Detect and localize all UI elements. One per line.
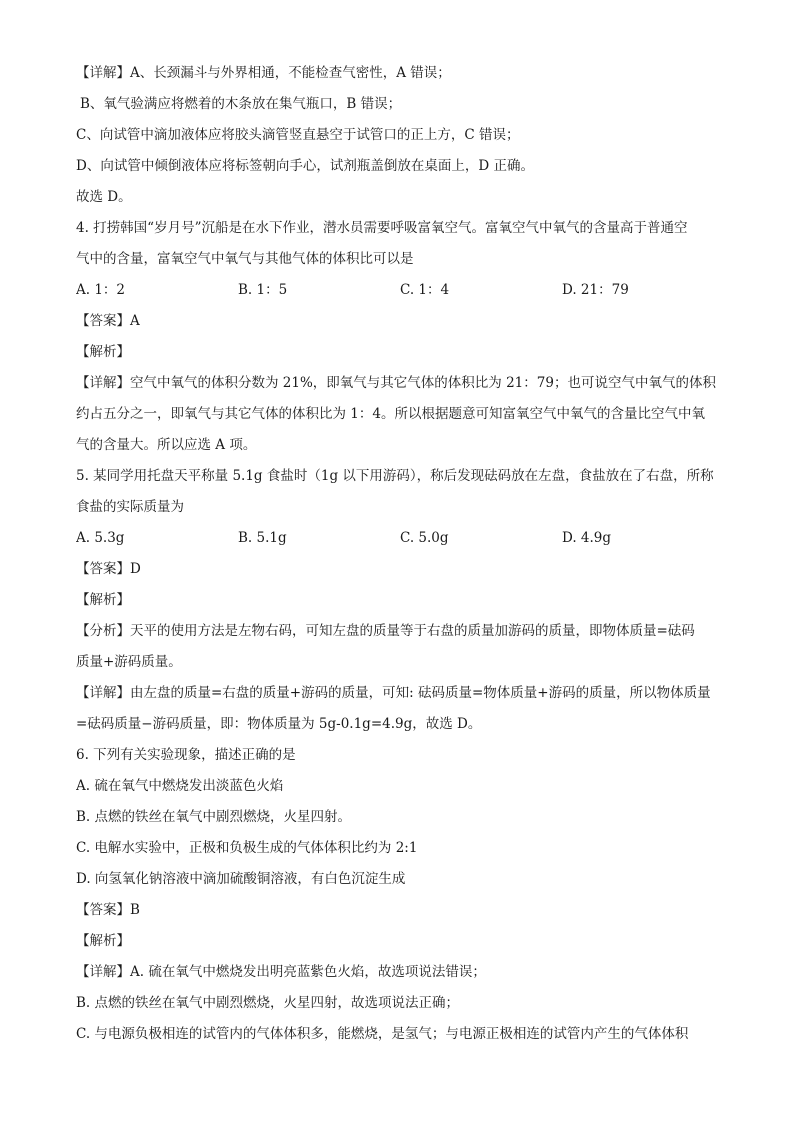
- answer-label: 【答案】D: [76, 561, 141, 577]
- question-4-stem: 4. 打捞韩国“岁月号”沉船是在水下作业，潜水员需要呼吸富氧空气。富氧空气中氧气的含量高于普通空: [76, 220, 688, 236]
- text-line: B. 点燃的铁丝在氧气中剧烈燃烧，火星四射，故选项说法正确；: [76, 995, 460, 1011]
- text-line: B、氧气验满应将燃着的木条放在集气瓶口，B 错误；: [80, 96, 402, 112]
- analysis-label: 【解析】: [76, 933, 130, 949]
- question-4-choices: [76, 275, 726, 306]
- choice-c: C. 1：4: [400, 282, 450, 298]
- question-4-stem: 气中的含量，富氧空气中氧气与其他气体的体积比可以是: [76, 251, 414, 267]
- document-page: [76, 58, 726, 1050]
- choice-c: C. 电解水实验中，正极和负极生成的气体体积比约为 2:1: [76, 840, 418, 856]
- text-line: =砝码质量−游码质量，即：物体质量为 5g-0.1g=4.9g，故选 D。: [76, 716, 482, 732]
- choice-d: D. 4.9g: [562, 530, 612, 546]
- text-line: 【详解】A、长颈漏斗与外界相通，不能检查气密性，A 错误；: [76, 65, 451, 81]
- text-line: 气的含量大。所以应选 A 项。: [76, 437, 257, 453]
- text-line: 约占五分之一，即氧气与其它气体的体积比为 1：4。所以根据题意可知富氧空气中氧气的含量比空气中氧: [76, 406, 705, 422]
- text-line: 【分析】天平的使用方法是左物右码，可知左盘的质量等于右盘的质量加游码的质量，即物体质量=砝码: [76, 623, 695, 639]
- text-line: 质量+游码质量。: [76, 654, 182, 670]
- choice-c: C. 5.0g: [400, 530, 449, 546]
- text-line: 【详解】A. 硫在氧气中燃烧发出明亮蓝紫色火焰，故选项说法错误；: [76, 964, 486, 980]
- analysis-label: 【解析】: [76, 592, 130, 608]
- text-line: 【详解】由左盘的质量=右盘的质量+游码的质量，可知: 砝码质量=物体质量+游码的质量，所以物体质量: [76, 685, 711, 701]
- analysis-label: 【解析】: [76, 344, 130, 360]
- choice-d: D. 向氢氧化钠溶液中滴加硫酸铜溶液，有白色沉淀生成: [76, 871, 406, 887]
- question-5-stem: 食盐的实际质量为: [76, 499, 184, 515]
- choice-a: A. 硫在氧气中燃烧发出淡蓝色火焰: [76, 778, 284, 794]
- text-line: 故选 D。: [76, 189, 132, 205]
- question-6-stem: 6. 下列有关实验现象，描述正确的是: [76, 747, 296, 763]
- choice-b: B. 1：5: [238, 282, 288, 298]
- choice-b: B. 点燃的铁丝在氧气中剧烈燃烧，火星四射。: [76, 809, 352, 825]
- choice-a: A. 1：2: [76, 282, 126, 298]
- text-line: 【详解】空气中氧气的体积分数为 21%，即氧气与其它气体的体积比为 21：79；也可说空气中氧气的体积: [76, 375, 716, 391]
- question-5-choices: [76, 523, 726, 554]
- answer-label: 【答案】B: [76, 902, 140, 918]
- text-line: C、向试管中滴加液体应将胶头滴管竖直悬空于试管口的正上方，C 错误；: [76, 127, 520, 143]
- choice-b: B. 5.1g: [238, 530, 287, 546]
- text-line: C. 与电源负极相连的试管内的气体体积多，能燃烧，是氢气；与电源正极相连的试管内产生的气体体积: [76, 1026, 689, 1042]
- text-line: D、向试管中倾倒液体应将标签朝向手心，试剂瓶盖倒放在桌面上，D 正确。: [76, 158, 534, 174]
- answer-label: 【答案】A: [76, 313, 140, 329]
- question-5-stem: 5. 某同学用托盘天平称量 5.1g 食盐时（1g 以下用游码），称后发现砝码放在左盘，食盐放在了右盘，所称: [76, 468, 714, 484]
- choice-d: D. 21：79: [562, 282, 629, 298]
- choice-a: A. 5.3g: [76, 530, 125, 546]
